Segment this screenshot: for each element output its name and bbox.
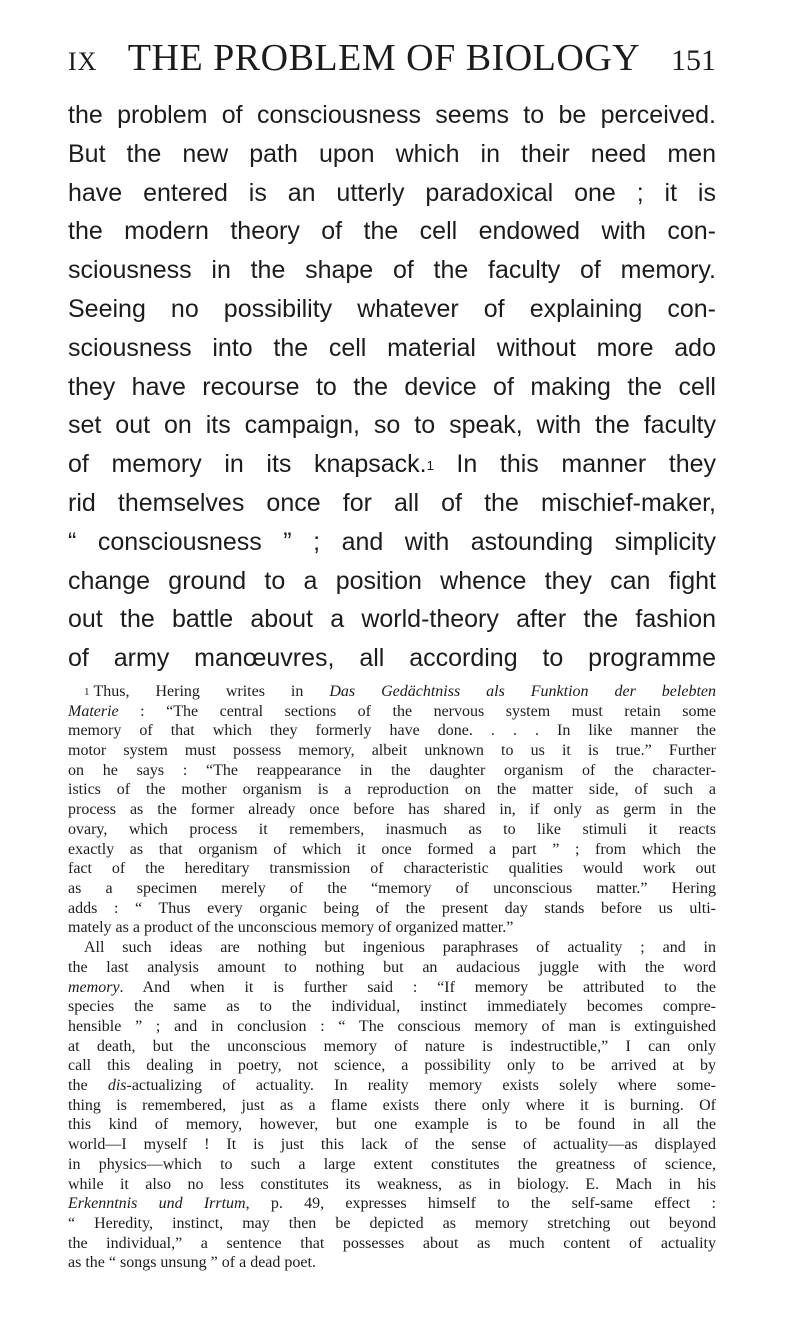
body-line-with-footnote-ref [68,445,716,484]
footnote-line: motor system must possess memory, albeit unknown to us it is true.” Further [68,742,716,760]
body-text-fragment: of memory in its knapsack. [68,450,427,479]
body-line: out the battle about a world-theory after the fashion [68,605,716,634]
emphasized-word: dis [107,1077,127,1095]
footnote-line [68,978,716,998]
body-line: sciousness into the cell material without more ado [68,333,716,362]
footnote-line: All such ideas are nothing but ingenious paraphrases of actuality ; and in [84,939,716,957]
footnote-line: at death, but the unconscious memory of nature is indestructible,” I can only [68,1037,716,1055]
footnote-line: as the “ songs unsung ” of a dead poet. [68,1254,316,1272]
footnote-line: ovary, which process it remembers, inasmuch as to like stimuli it reacts [68,820,716,838]
footnote-line: process as the former already once before has shared in, if only as germ in the [68,801,716,819]
footnote-text: . And when it is further said : “If memory be attributed to the [119,978,716,996]
footnote-line: memory of that which they formerly have done. . . . In like manner the [68,722,716,740]
footnote-text: , p. 49, expresses himself to the self-same effect : [245,1195,716,1213]
main-text [68,96,716,678]
footnote-line: the last analysis amount to nothing but an audacious juggle with the word [68,958,716,976]
footnote-line: while it also no less constitutes its weakness, as in biology. E. Mach in his [68,1175,716,1193]
body-line: rid themselves once for all of the mischief-maker, [68,488,716,517]
footnote-text: -actualizing of actuality. In reality memory exists solely where some- [126,1077,717,1095]
footnote-line: the individual,” a sentence that possesses about as much content of actuality [68,1234,716,1252]
body-line: the problem of consciousness seems to be perceived. [68,101,716,129]
body-line: of army manœuvres, all according to programme [68,644,716,673]
cited-title: Materie [68,702,119,720]
footnote-marker: 1 [84,685,90,698]
body-line: set out on its campaign, so to speak, with the faculty [68,411,716,440]
footnote-line: species the same as to the individual, instinct immediately becomes compre- [68,998,716,1016]
chapter-number: IX [68,47,98,76]
body-text-fragment: In this manner they [433,450,717,479]
footnote-line [68,702,716,722]
footnote-line: thing is remembered, just as a flame exists there only where it is burning. Of [68,1096,716,1114]
footnote-line: call this dealing in poetry, not science, a possibility only to be arrived at by [68,1057,716,1075]
footnote-line: exactly as that organism of which it once formed a part ” ; from which the [68,840,716,858]
page-number: 151 [671,44,716,77]
footnote-text: Thus, Hering writes in [93,682,330,700]
emphasized-word: memory [68,978,120,996]
footnote [68,682,716,1273]
footnote-line: world—I myself ! It is just this lack of the sense of actuality—as displayed [68,1136,716,1154]
footnote-line: istics of the mother organism is a reproduction on the matter side, of such a [68,781,716,799]
footnote-line: mately as a product of the unconscious memory of organized matter.” [68,919,514,937]
footnote-text: the [68,1077,108,1095]
footnote-line [68,1194,716,1214]
footnote-line: “ Heredity, instinct, may then be depicted as memory stretching out beyond [68,1214,716,1232]
body-line: they have recourse to the device of making the cell [68,372,716,401]
footnote-line: in physics—which to such a large extent constitutes the greatness of science, [68,1155,716,1173]
footnote-line: this kind of memory, however, but one example is to be found in all the [68,1116,716,1134]
body-line: have entered is an utterly paradoxical one ; it is [68,178,716,207]
footnote-line [68,682,716,702]
footnote-reference: 1 [426,458,434,474]
running-header [68,36,716,94]
body-line: sciousness in the shape of the faculty of memory. [68,256,716,285]
footnote-line [68,1076,716,1096]
cited-title: Das Gedächtniss als Funktion der belebten [329,682,717,700]
footnote-line: on he says : “The reappearance in the daughter organism of the character- [68,761,716,779]
footnote-line: as a specimen merely of the “memory of unconscious matter.” Hering [68,879,716,897]
cited-title: Erkenntnis und Irrtum [68,1195,246,1213]
footnote-line: fact of the hereditary transmission of characteristic qualities would work out [68,860,716,878]
footnote-line: hensible ” ; and in conclusion : “ The conscious memory of man is extinguished [68,1017,716,1035]
footnote-line: adds : “ Thus every organic being of the present day stands before us ulti- [68,899,716,917]
book-page [68,36,716,1273]
running-title: THE PROBLEM OF BIOLOGY [127,37,641,79]
body-line: But the new path upon which in their need men [68,139,716,168]
body-line: the modern theory of the cell endowed with con- [68,217,716,246]
body-line: Seeing no possibility whatever of explaining con- [68,294,716,323]
body-line: “ consciousness ” ; and with astounding simplicity [68,527,716,556]
footnote-text: : “The central sections of the nervous system must retain some [118,702,716,720]
body-line: change ground to a position whence they can fight [68,566,716,595]
